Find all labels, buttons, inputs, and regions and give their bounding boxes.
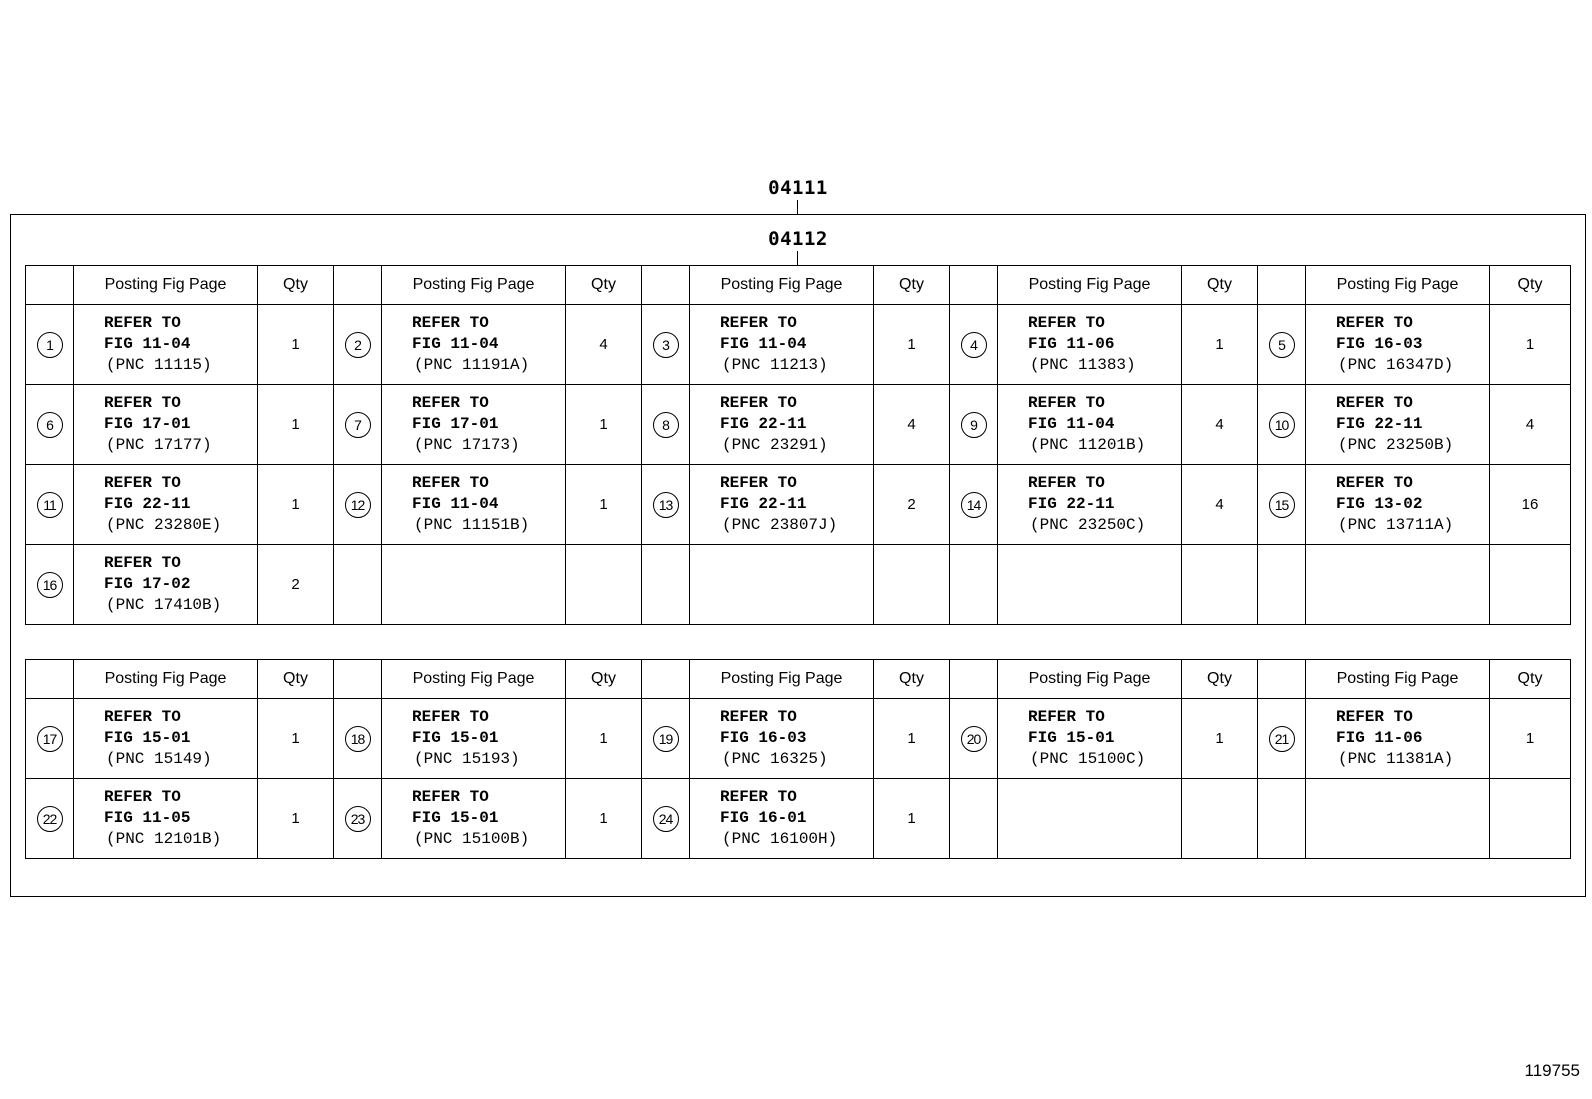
table-row <box>26 385 1571 465</box>
reference-text <box>1306 707 1489 770</box>
item-number-badge: 23 <box>345 806 371 832</box>
item-number-cell <box>950 779 998 859</box>
item-number-cell <box>1258 385 1306 465</box>
fig-line: FIG 15-01 <box>412 809 499 827</box>
reference-text <box>998 707 1181 770</box>
fig-line: FIG 11-04 <box>720 335 807 353</box>
table-row <box>26 779 1571 859</box>
item-number-cell <box>642 779 690 859</box>
table-row <box>26 465 1571 545</box>
pnc-line: (PNC 11381A) <box>1338 750 1454 768</box>
fig-line: FIG 17-02 <box>104 575 191 593</box>
fig-line: FIG 17-01 <box>104 415 191 433</box>
pnc-line: (PNC 11151B) <box>414 516 530 534</box>
reference-text <box>998 393 1181 456</box>
header-posting-fig-page: Posting Fig Page <box>1306 660 1490 699</box>
item-number-cell <box>1258 545 1306 625</box>
qty-cell: 1 <box>566 699 642 779</box>
item-number-badge: 1 <box>37 332 63 358</box>
reference-text <box>382 473 565 536</box>
qty-cell: 1 <box>258 385 334 465</box>
qty-cell: 1 <box>566 779 642 859</box>
refer-to-line: REFER TO <box>104 554 181 572</box>
qty-cell: 4 <box>566 305 642 385</box>
reference-cell <box>998 385 1182 465</box>
header-qty: Qty <box>258 266 334 305</box>
reference-cell <box>690 465 874 545</box>
pnc-line: (PNC 15100B) <box>414 830 530 848</box>
table-row <box>26 545 1571 625</box>
refer-to-line: REFER TO <box>720 708 797 726</box>
pnc-line: (PNC 11191A) <box>414 356 530 374</box>
reference-cell <box>382 465 566 545</box>
reference-cell <box>690 779 874 859</box>
pnc-line: (PNC 17410B) <box>106 596 222 614</box>
header-index-cell <box>642 660 690 699</box>
fig-line: FIG 11-06 <box>1028 335 1115 353</box>
fig-line: FIG 11-06 <box>1336 729 1423 747</box>
item-number-badge: 22 <box>37 806 63 832</box>
pnc-line: (PNC 23250B) <box>1338 436 1454 454</box>
reference-cell <box>74 305 258 385</box>
qty-cell: 1 <box>1182 699 1258 779</box>
reference-cell <box>998 779 1182 859</box>
header-index-cell <box>1258 266 1306 305</box>
pnc-line: (PNC 13711A) <box>1338 516 1454 534</box>
header-posting-fig-page: Posting Fig Page <box>690 266 874 305</box>
pnc-line: (PNC 23250C) <box>1030 516 1146 534</box>
fig-line: FIG 16-03 <box>1336 335 1423 353</box>
reference-cell <box>74 465 258 545</box>
fig-line: FIG 11-04 <box>104 335 191 353</box>
refer-to-line: REFER TO <box>104 708 181 726</box>
reference-text <box>382 313 565 376</box>
leader-line-inner <box>797 251 798 265</box>
refer-to-line: REFER TO <box>412 394 489 412</box>
refer-to-line: REFER TO <box>720 788 797 806</box>
qty-cell: 1 <box>874 699 950 779</box>
qty-cell: 4 <box>1182 385 1258 465</box>
fig-line: FIG 16-01 <box>720 809 807 827</box>
fig-line: FIG 11-04 <box>412 335 499 353</box>
reference-cell <box>1306 385 1490 465</box>
item-number-badge: 9 <box>961 412 987 438</box>
reference-text <box>998 313 1181 376</box>
qty-cell <box>1490 779 1571 859</box>
item-number-badge: 18 <box>345 726 371 752</box>
refer-to-line: REFER TO <box>720 314 797 332</box>
assembly-label-04112: 04112 <box>768 228 828 250</box>
header-posting-fig-page: Posting Fig Page <box>998 660 1182 699</box>
reference-text <box>74 787 257 850</box>
item-number-cell <box>642 385 690 465</box>
item-number-cell <box>334 465 382 545</box>
item-number-cell <box>334 545 382 625</box>
qty-cell: 2 <box>258 545 334 625</box>
header-posting-fig-page: Posting Fig Page <box>1306 266 1490 305</box>
item-number-cell <box>1258 465 1306 545</box>
pnc-line: (PNC 17177) <box>106 436 212 454</box>
qty-cell <box>874 545 950 625</box>
fig-line: FIG 22-11 <box>104 495 191 513</box>
pnc-line: (PNC 12101B) <box>106 830 222 848</box>
item-number-badge: 5 <box>1269 332 1295 358</box>
pnc-line: (PNC 15149) <box>106 750 212 768</box>
figure-id: 119755 <box>1524 1061 1580 1080</box>
refer-to-line: REFER TO <box>1028 474 1105 492</box>
item-number-badge: 12 <box>345 492 371 518</box>
reference-text <box>382 707 565 770</box>
item-number-cell <box>1258 305 1306 385</box>
fig-line: FIG 22-11 <box>1336 415 1423 433</box>
reference-text <box>74 707 257 770</box>
reference-cell <box>690 305 874 385</box>
fig-line: FIG 22-11 <box>720 415 807 433</box>
refer-to-line: REFER TO <box>104 474 181 492</box>
item-number-badge: 10 <box>1269 412 1295 438</box>
reference-text <box>382 787 565 850</box>
refer-to-line: REFER TO <box>412 788 489 806</box>
pnc-line: (PNC 23280E) <box>106 516 222 534</box>
fig-line: FIG 22-11 <box>720 495 807 513</box>
item-number-badge: 4 <box>961 332 987 358</box>
pnc-line: (PNC 17173) <box>414 436 520 454</box>
item-number-cell <box>26 305 74 385</box>
qty-cell: 4 <box>1490 385 1571 465</box>
reference-text <box>382 393 565 456</box>
reference-cell <box>690 699 874 779</box>
item-number-badge: 20 <box>961 726 987 752</box>
item-number-badge: 8 <box>653 412 679 438</box>
qty-cell: 1 <box>874 305 950 385</box>
header-qty: Qty <box>566 660 642 699</box>
qty-cell: 1 <box>566 385 642 465</box>
item-number-badge: 3 <box>653 332 679 358</box>
leader-line-top <box>797 200 798 214</box>
assembly-label-04111: 04111 <box>768 177 828 199</box>
pnc-line: (PNC 16100H) <box>722 830 838 848</box>
reference-text <box>1306 393 1489 456</box>
header-index-cell <box>642 266 690 305</box>
item-number-cell <box>950 545 998 625</box>
header-posting-fig-page: Posting Fig Page <box>998 266 1182 305</box>
item-number-badge: 7 <box>345 412 371 438</box>
item-number-cell <box>642 465 690 545</box>
reference-cell <box>382 385 566 465</box>
reference-cell <box>74 385 258 465</box>
item-number-cell <box>642 545 690 625</box>
refer-to-line: REFER TO <box>1336 314 1413 332</box>
refer-to-line: REFER TO <box>412 708 489 726</box>
fig-line: FIG 11-05 <box>104 809 191 827</box>
pnc-line: (PNC 11201B) <box>1030 436 1146 454</box>
item-number-badge: 24 <box>653 806 679 832</box>
refer-to-line: REFER TO <box>1028 394 1105 412</box>
header-qty: Qty <box>1490 266 1571 305</box>
qty-cell: 1 <box>1490 305 1571 385</box>
reference-cell <box>382 699 566 779</box>
qty-cell <box>566 545 642 625</box>
pnc-line: (PNC 11115) <box>106 356 212 374</box>
fig-line: FIG 15-01 <box>104 729 191 747</box>
item-number-badge: 11 <box>37 492 63 518</box>
refer-to-line: REFER TO <box>104 314 181 332</box>
pnc-line: (PNC 23291) <box>722 436 828 454</box>
qty-cell: 1 <box>874 779 950 859</box>
refer-to-line: REFER TO <box>1336 394 1413 412</box>
reference-text <box>690 393 873 456</box>
fig-line: FIG 11-04 <box>412 495 499 513</box>
qty-cell: 1 <box>566 465 642 545</box>
refer-to-line: REFER TO <box>720 394 797 412</box>
fig-line: FIG 16-03 <box>720 729 807 747</box>
fig-line: FIG 11-04 <box>1028 415 1115 433</box>
pnc-line: (PNC 16325) <box>722 750 828 768</box>
item-number-cell <box>26 465 74 545</box>
header-posting-fig-page: Posting Fig Page <box>382 660 566 699</box>
header-index-cell <box>1258 660 1306 699</box>
item-number-badge: 19 <box>653 726 679 752</box>
table-row <box>26 699 1571 779</box>
reference-cell <box>382 305 566 385</box>
reference-cell <box>1306 779 1490 859</box>
header-qty: Qty <box>1490 660 1571 699</box>
item-number-cell <box>950 699 998 779</box>
item-number-badge: 13 <box>653 492 679 518</box>
qty-cell <box>1182 545 1258 625</box>
reference-text <box>998 473 1181 536</box>
parts-table-upper <box>25 265 1571 625</box>
header-posting-fig-page: Posting Fig Page <box>74 660 258 699</box>
refer-to-line: REFER TO <box>104 394 181 412</box>
header-index-cell <box>26 266 74 305</box>
item-number-cell <box>1258 699 1306 779</box>
header-qty: Qty <box>874 266 950 305</box>
reference-cell <box>690 385 874 465</box>
pnc-line: (PNC 15100C) <box>1030 750 1146 768</box>
qty-cell: 4 <box>1182 465 1258 545</box>
item-number-cell <box>26 779 74 859</box>
item-number-cell <box>334 699 382 779</box>
item-number-badge: 15 <box>1269 492 1295 518</box>
header-index-cell <box>334 660 382 699</box>
item-number-cell <box>950 465 998 545</box>
header-index-cell <box>950 660 998 699</box>
reference-text <box>74 313 257 376</box>
qty-cell: 1 <box>1490 699 1571 779</box>
header-index-cell <box>334 266 382 305</box>
fig-line: FIG 15-01 <box>1028 729 1115 747</box>
refer-to-line: REFER TO <box>412 474 489 492</box>
item-number-cell <box>26 545 74 625</box>
refer-to-line: REFER TO <box>1336 474 1413 492</box>
refer-to-line: REFER TO <box>720 474 797 492</box>
reference-text <box>74 393 257 456</box>
header-qty: Qty <box>258 660 334 699</box>
header-posting-fig-page: Posting Fig Page <box>690 660 874 699</box>
reference-text <box>690 313 873 376</box>
qty-cell: 1 <box>258 699 334 779</box>
qty-cell <box>1182 779 1258 859</box>
reference-cell <box>690 545 874 625</box>
item-number-cell <box>334 779 382 859</box>
header-qty: Qty <box>874 660 950 699</box>
qty-cell: 1 <box>258 465 334 545</box>
pnc-line: (PNC 23807J) <box>722 516 838 534</box>
reference-cell <box>1306 699 1490 779</box>
reference-cell <box>382 545 566 625</box>
refer-to-line: REFER TO <box>104 788 181 806</box>
qty-cell: 1 <box>1182 305 1258 385</box>
refer-to-line: REFER TO <box>1028 708 1105 726</box>
qty-cell: 1 <box>258 779 334 859</box>
pnc-line: (PNC 16347D) <box>1338 356 1454 374</box>
table-row <box>26 305 1571 385</box>
qty-cell: 1 <box>258 305 334 385</box>
reference-text <box>690 707 873 770</box>
reference-cell <box>998 699 1182 779</box>
reference-cell <box>998 465 1182 545</box>
reference-text <box>690 473 873 536</box>
item-number-cell <box>334 385 382 465</box>
item-number-badge: 2 <box>345 332 371 358</box>
reference-cell <box>74 779 258 859</box>
reference-text <box>1306 313 1489 376</box>
reference-text <box>690 787 873 850</box>
header-posting-fig-page: Posting Fig Page <box>74 266 258 305</box>
item-number-badge: 21 <box>1269 726 1295 752</box>
header-posting-fig-page: Posting Fig Page <box>382 266 566 305</box>
refer-to-line: REFER TO <box>1028 314 1105 332</box>
item-number-cell <box>26 385 74 465</box>
qty-cell <box>1490 545 1571 625</box>
header-qty: Qty <box>566 266 642 305</box>
fig-line: FIG 22-11 <box>1028 495 1115 513</box>
reference-cell <box>1306 465 1490 545</box>
reference-cell <box>1306 305 1490 385</box>
item-number-cell <box>642 305 690 385</box>
parts-table-lower <box>25 659 1571 859</box>
reference-text <box>1306 473 1489 536</box>
qty-cell: 2 <box>874 465 950 545</box>
header-index-cell <box>950 266 998 305</box>
pnc-line: (PNC 11383) <box>1030 356 1136 374</box>
item-number-badge: 16 <box>37 572 63 598</box>
item-number-badge: 6 <box>37 412 63 438</box>
header-qty: Qty <box>1182 266 1258 305</box>
item-number-cell <box>334 305 382 385</box>
qty-cell: 16 <box>1490 465 1571 545</box>
header-index-cell <box>26 660 74 699</box>
reference-cell <box>382 779 566 859</box>
pnc-line: (PNC 11213) <box>722 356 828 374</box>
reference-cell <box>74 699 258 779</box>
reference-cell <box>998 305 1182 385</box>
item-number-cell <box>950 385 998 465</box>
item-number-cell <box>950 305 998 385</box>
reference-cell <box>74 545 258 625</box>
reference-cell <box>998 545 1182 625</box>
reference-text <box>74 473 257 536</box>
refer-to-line: REFER TO <box>412 314 489 332</box>
header-qty: Qty <box>1182 660 1258 699</box>
item-number-badge: 14 <box>961 492 987 518</box>
table-header-row <box>26 660 1571 699</box>
fig-line: FIG 17-01 <box>412 415 499 433</box>
item-number-cell <box>1258 779 1306 859</box>
item-number-cell <box>26 699 74 779</box>
item-number-cell <box>642 699 690 779</box>
qty-cell: 4 <box>874 385 950 465</box>
fig-line: FIG 13-02 <box>1336 495 1423 513</box>
table-header-row <box>26 266 1571 305</box>
item-number-badge: 17 <box>37 726 63 752</box>
reference-text <box>74 553 257 616</box>
reference-cell <box>1306 545 1490 625</box>
pnc-line: (PNC 15193) <box>414 750 520 768</box>
refer-to-line: REFER TO <box>1336 708 1413 726</box>
fig-line: FIG 15-01 <box>412 729 499 747</box>
